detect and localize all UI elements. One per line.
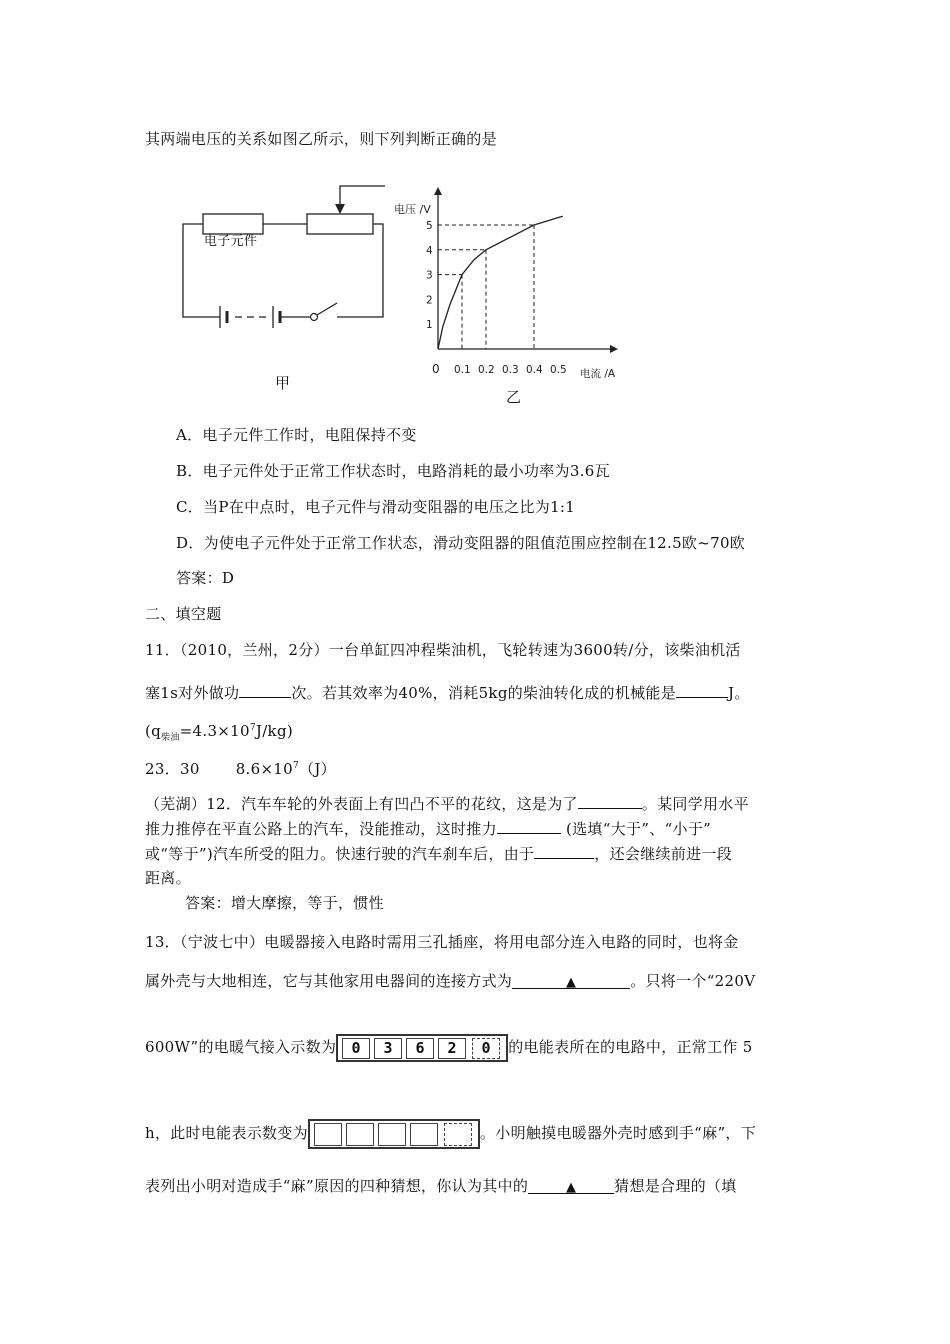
q13-text-5a: 表列出小明对造成手“麻”原因的四种猜想，你认为其中的: [145, 1177, 529, 1195]
meter-blank-cell: [346, 1123, 374, 1146]
q13-line4: [145, 1119, 756, 1149]
q13-line5: [145, 1175, 737, 1196]
meter-blank-cell: [314, 1123, 342, 1146]
y-tick-label: 3: [426, 269, 433, 282]
origin-label: 0: [432, 362, 440, 376]
q11-blank-1[interactable]: [239, 683, 291, 698]
q13-text-4a: h，此时电能表示数变为: [145, 1124, 308, 1142]
q11-value: =4.3×10: [179, 722, 250, 740]
diagram-caption-jia: 甲: [275, 374, 291, 392]
meter-blank-cell: [410, 1123, 438, 1146]
q13-blank-1[interactable]: [512, 972, 630, 989]
q12-text-1a: （芜湖）12．汽车车轮的外表面上有凹凸不平的花纹，这是为了: [145, 795, 578, 813]
x-tick-label: 0.2: [478, 364, 495, 376]
y-axis-label: 电压 /V: [394, 203, 431, 216]
q11-q: (q: [145, 722, 162, 740]
q13-line2: [145, 970, 755, 991]
q12-text-2a: 推力推停在平直公路上的汽车，没能推动，这时推力: [145, 820, 497, 838]
q13-text-5b: 猜想是合理的（填: [614, 1177, 737, 1195]
x-axis-label: 电流 /A: [580, 368, 616, 380]
y-tick-label: 5: [426, 220, 433, 232]
q11-sup: 7: [249, 723, 256, 733]
rheostat: [307, 214, 373, 234]
q13-line3: [145, 1034, 753, 1062]
component-label: 电子元件: [204, 234, 258, 249]
q13-text-4b: 。小明触摸电暖器外壳时感到手“麻”，下: [479, 1124, 757, 1142]
q12-answer: 答案：增大摩擦，等于，惯性: [185, 894, 384, 912]
meter-blank-cell: [378, 1123, 406, 1146]
iv-curve: [438, 216, 563, 349]
triangle-icon: ▲: [565, 1180, 577, 1195]
triangle-icon: ▲: [566, 975, 577, 990]
q11-sub: 柴油: [161, 733, 180, 743]
answer-1: 答案：D: [176, 569, 235, 587]
x-tick-label: 0.3: [502, 364, 519, 376]
y-axis-arrow: [434, 187, 442, 195]
circuit-diagram: [175, 180, 395, 340]
question-intro: 其两端电压的关系如图乙所示，则下列判断正确的是: [145, 130, 497, 148]
x-tick-label: 0.4: [526, 364, 543, 376]
switch: [311, 314, 318, 321]
q12-text-3a: 或“等于”)汽车所受的阻力。快速行驶的汽车刹车后，由于: [145, 845, 535, 863]
meter-digit: 6: [406, 1038, 434, 1059]
q13-text-3a: 600W”的电暖气接入示数为: [145, 1038, 337, 1056]
meter-digit-decimal: 0: [472, 1038, 500, 1059]
q13-text-2b: 。只将一个“220V: [630, 972, 756, 990]
section-heading: 二、填空题: [145, 605, 222, 623]
q11-line3: [145, 722, 293, 743]
q13-text-3b: 的电能表所在的电路中，正常工作 5: [508, 1038, 753, 1056]
q12-text-2b: (选填“大于”、“小于”: [560, 820, 712, 838]
q11-text-a: 塞1s对外做功: [145, 684, 240, 702]
y-tick-label: 1: [426, 319, 433, 332]
voltage-current-graph: [390, 185, 650, 415]
q12-blank-2[interactable]: [497, 819, 561, 834]
q11-text-b: 次。若其效率为40%，消耗5kg的柴油转化成的机械能是: [291, 684, 677, 702]
q11-text-c: J。: [728, 684, 750, 702]
option-a: A．电子元件工作时，电阻保持不变: [176, 426, 417, 444]
meter-digit: 0: [342, 1038, 370, 1059]
q13-line1: 13．（宁波七中）电暖器接入电路时需用三孔插座，将用电部分连入电路的同时，也将金: [145, 933, 739, 951]
q11-answer: [145, 758, 336, 779]
energy-meter-initial: [336, 1034, 508, 1062]
q12-line3: [145, 843, 732, 864]
q12-line4: 距离。: [145, 869, 191, 887]
q11-answer-c: （J）: [299, 760, 336, 778]
q11-line2: [145, 682, 750, 703]
q12-blank-3[interactable]: [534, 844, 594, 859]
x-tick-label: 0.5: [550, 364, 567, 376]
q13-blank-2[interactable]: [528, 1177, 614, 1194]
q11-unit: J/kg): [255, 722, 294, 740]
q11-answer-b: 8.6×10: [235, 760, 293, 778]
y-tick-label: 2: [426, 294, 433, 307]
q12-text-3b: ，还会继续前进一段: [594, 845, 732, 863]
option-c: C．当P在中点时，电子元件与滑动变阻器的电压之比为1:1: [176, 498, 576, 516]
x-axis-arrow: [610, 345, 618, 353]
q12-blank-1[interactable]: [578, 794, 642, 809]
y-tick-label: 4: [426, 244, 433, 257]
q11-answer-a: 23．30: [145, 760, 200, 778]
q12-text-1b: 。某同学用水平: [641, 795, 749, 813]
diagram-caption-yi: 乙: [506, 388, 522, 406]
x-tick-label: 0.1: [454, 364, 471, 376]
q11-answer-sup: 7: [293, 761, 300, 771]
q12-line1: [145, 793, 749, 814]
meter-blank-cell-decimal: [444, 1123, 472, 1146]
energy-meter-final-blank[interactable]: [308, 1119, 480, 1149]
meter-digit: 3: [374, 1038, 402, 1059]
q12-line2: [145, 818, 711, 839]
q11-line1: 11．（2010，兰州，2分）一台单缸四冲程柴油机，飞轮转速为3600转/分，该柴油机活: [145, 641, 741, 659]
meter-digit: 2: [438, 1038, 466, 1059]
option-d: D．为使电子元件处于正常工作状态，滑动变阻器的阻值范围应控制在12.5欧~70欧: [176, 534, 746, 552]
q13-text-2a: 属外壳与大地相连，它与其他家用电器间的连接方式为: [145, 972, 513, 990]
q11-blank-2[interactable]: [676, 683, 728, 698]
option-b: B．电子元件处于正常工作状态时，电路消耗的最小功率为3.6瓦: [176, 462, 610, 480]
